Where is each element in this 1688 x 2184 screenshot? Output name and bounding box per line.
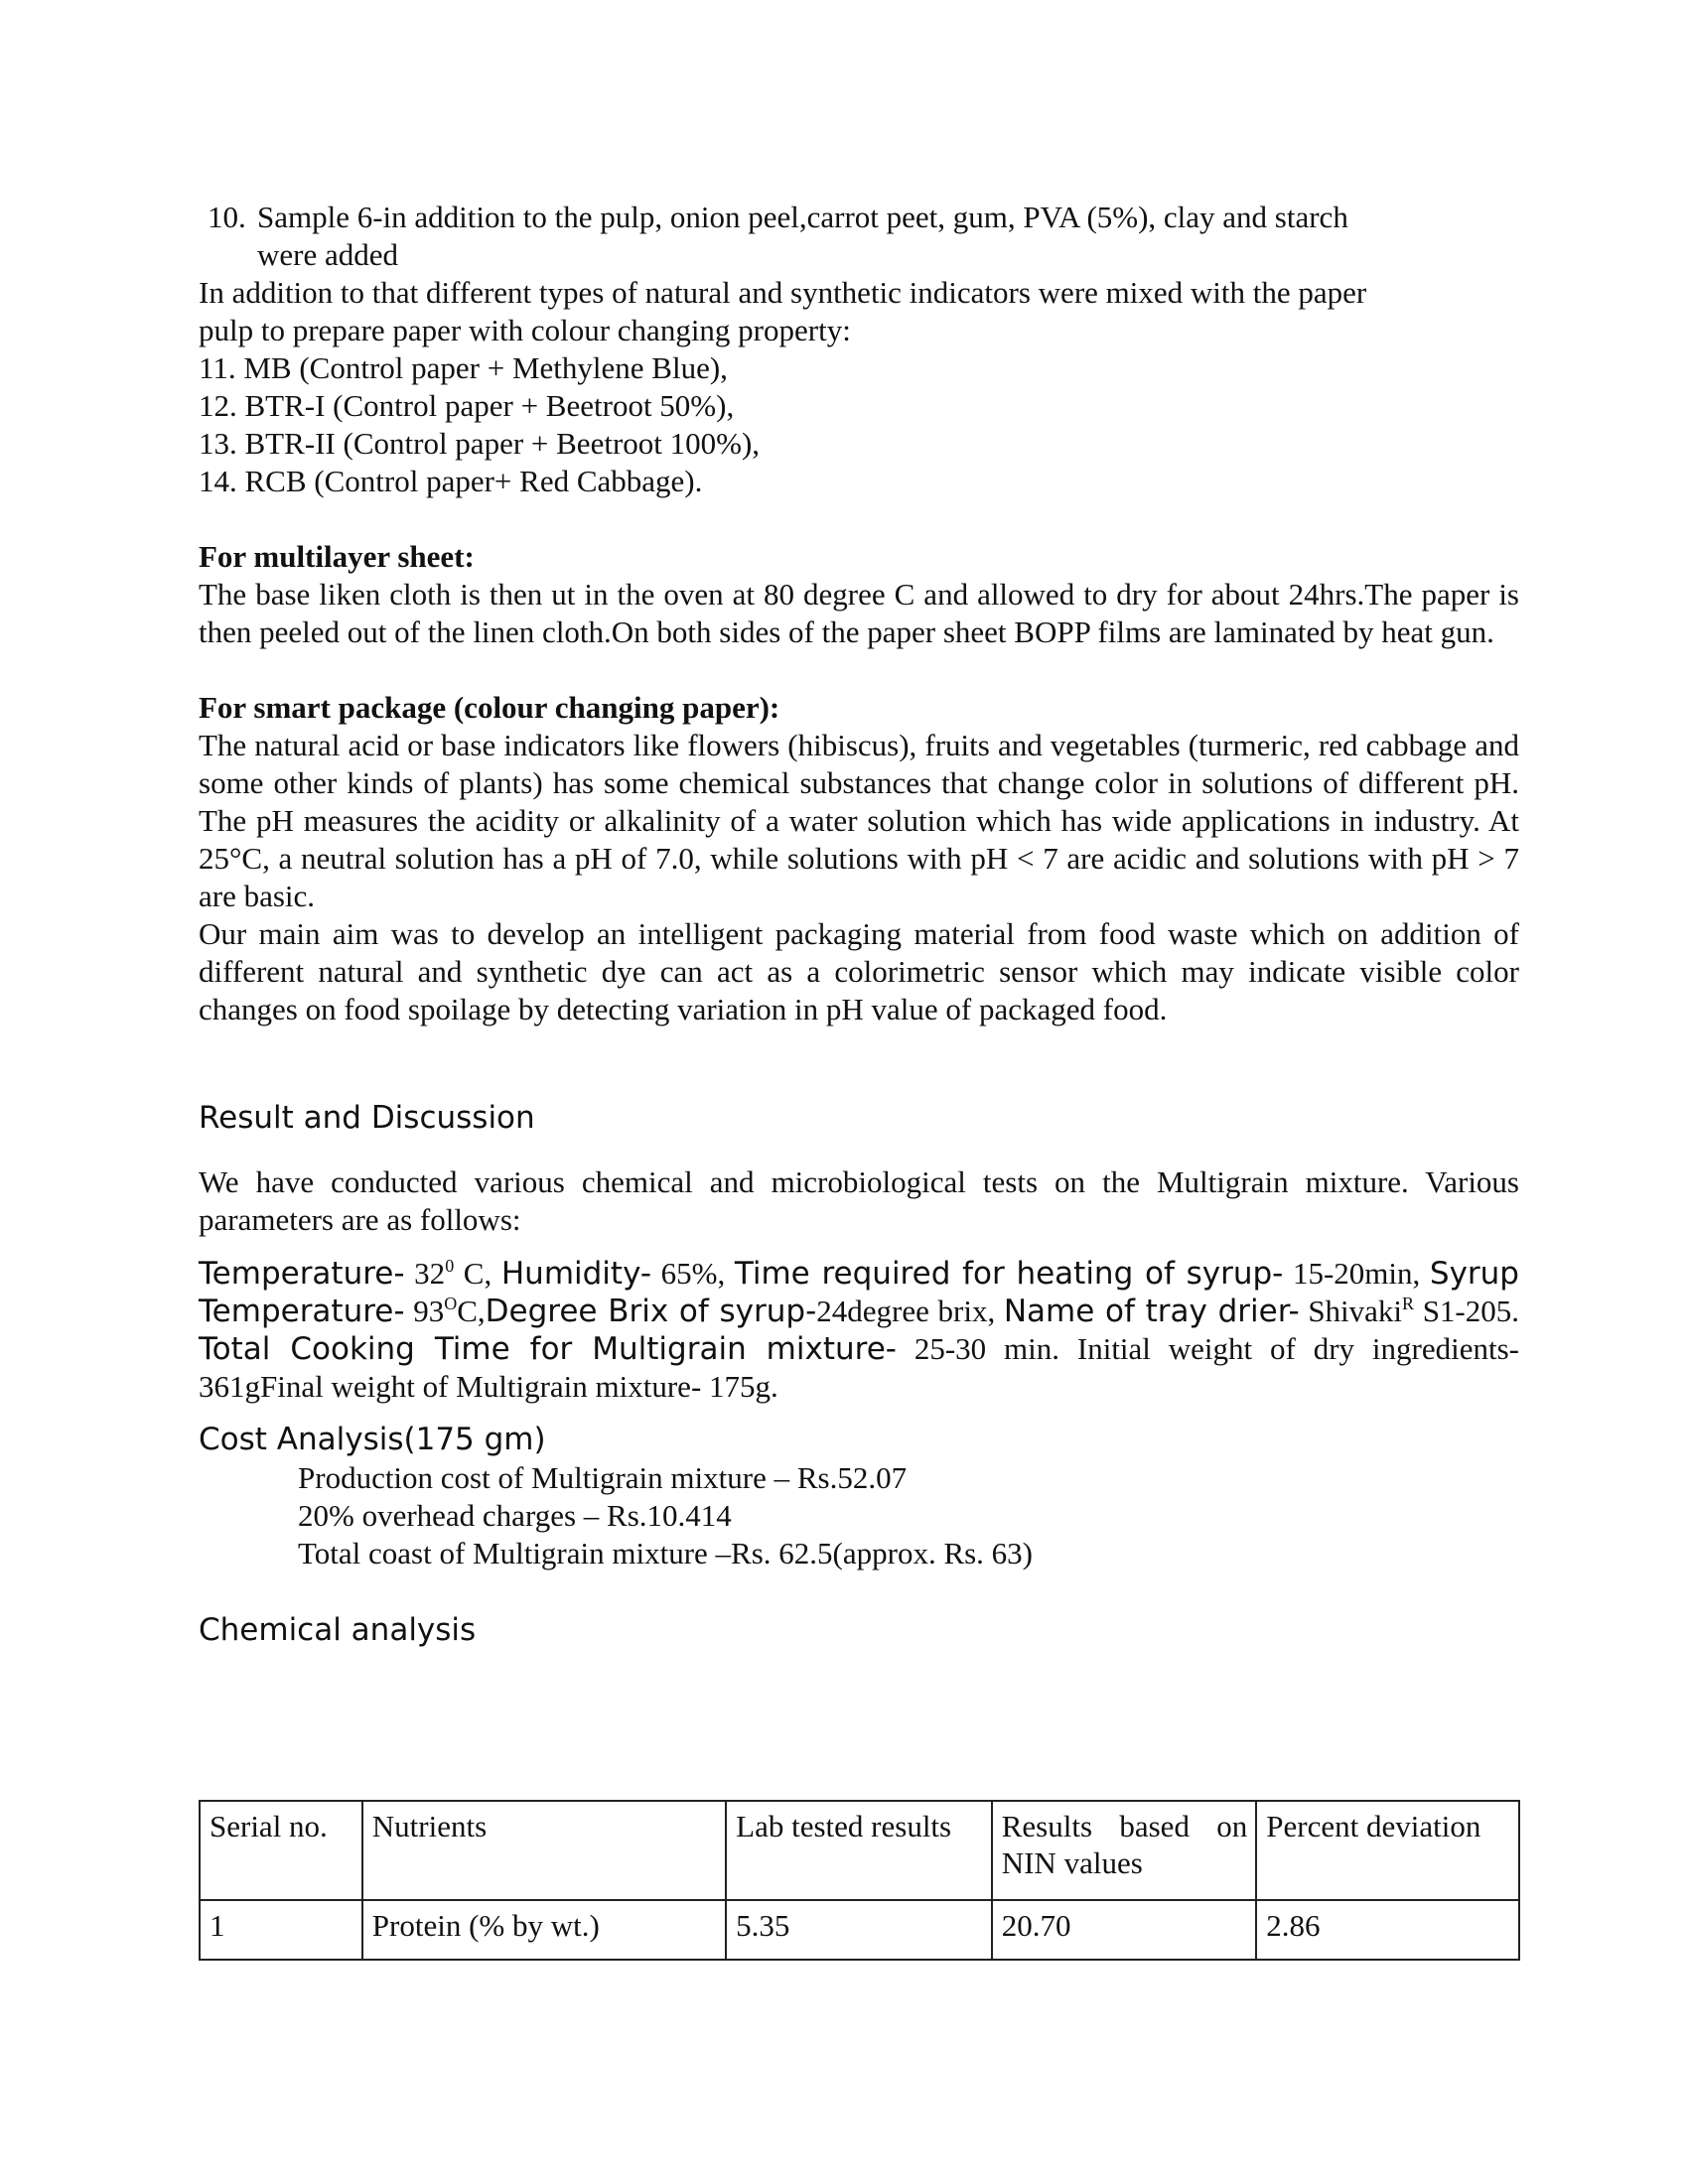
result-discussion-intro: We have conducted various chemical and microbiological tests on the Multigrain mixture. Various parameters are as follows:	[199, 1164, 1519, 1237]
tray-drier-value: Shivaki	[1308, 1294, 1403, 1328]
smart-package-body-1: The natural acid or base indicators like flowers (hibiscus), fruits and vegetables (turmeric, red cabbage and some other kinds of plants) has some chemical substances that change color in solutions of different pH. The pH measures the acidity or alkalinity of a water solution which has wide applications in industry. At 25°C, a neutral solution has a pH of 7.0, while solutions with pH < 7 are acidic and solutions with pH > 7 are basic.	[199, 728, 1519, 913]
spacer	[199, 1406, 1519, 1420]
cell-serial: 1	[200, 1900, 362, 1960]
tray-drier-model: S1-205.	[1414, 1294, 1520, 1328]
multilayer-body: The base liken cloth is then ut in the oven at 80 degree C and allowed to dry for about 24hrs.The paper is then peeled out of the linen cloth.On both sides of the paper sheet BOPP films are laminated by heat gun.	[199, 577, 1519, 649]
humidity-value: 65%,	[651, 1256, 735, 1291]
syrup-temperature-value: 93	[404, 1294, 445, 1328]
list-number: 10.	[208, 200, 246, 234]
cooking-time-value: 25-30 min. Initial weight of dry ingredients-361gFinal weight of Multigrain mixture- 175g.	[199, 1331, 1519, 1404]
brix-value: 24degree brix,	[816, 1294, 1004, 1328]
list-item-text: Sample 6-in addition to the pulp, onion peel,carrot peet, gum, PVA (5%), clay and starch	[257, 200, 1348, 234]
chemical-analysis-table	[199, 1800, 1520, 1961]
cell-lab-result: 5.35	[726, 1900, 992, 1960]
indicator-item-13: 13. BTR-II (Control paper + Beetroot 100%),	[199, 426, 761, 461]
spacer	[199, 651, 1519, 689]
spacer	[199, 1572, 1519, 1610]
document-page	[199, 199, 1519, 1650]
cell-nutrient: Protein (% by wt.)	[362, 1900, 726, 1960]
cooking-time-label: Total Cooking Time for Multigrain mixture-	[199, 1331, 897, 1367]
cost-analysis-heading: Cost Analysis(175 gm)	[199, 1422, 546, 1457]
header-percent-deviation: Percent deviation	[1256, 1801, 1519, 1900]
syrup-temperature-label: Syrup Temperature-	[199, 1256, 1519, 1329]
brix-label: Degree Brix of syrup-	[485, 1294, 817, 1329]
multilayer-heading: For multilayer sheet:	[199, 539, 475, 574]
parameters-paragraph	[199, 1255, 1519, 1406]
tray-drier-sup: R	[1402, 1294, 1415, 1313]
indicator-item-11: 11. MB (Control paper + Methylene Blue),	[199, 350, 728, 385]
indicator-item-12: 12. BTR-I (Control paper + Beetroot 50%),	[199, 388, 735, 423]
spacer	[199, 500, 1519, 538]
intro-line-2: pulp to prepare paper with colour changing property:	[199, 313, 851, 347]
temperature-label: Temperature-	[199, 1256, 405, 1292]
smart-package-body-2: Our main aim was to develop an intelligent packaging material from food waste which on addition of different natural and synthetic dye can act as a colorimetric sensor which may indicate visible color changes on food spoilage by detecting variation in pH value of packaged food.	[199, 916, 1519, 1026]
cost-item: Production cost of Multigrain mixture – Rs.52.07	[298, 1460, 908, 1495]
cell-percent-deviation: 2.86	[1256, 1900, 1519, 1960]
syrup-temperature-unit: C,	[457, 1294, 486, 1328]
chemical-analysis-heading: Chemical analysis	[199, 1612, 477, 1648]
temperature-unit: C,	[454, 1256, 501, 1291]
spacer	[199, 1028, 1519, 1098]
spacer	[199, 1138, 1519, 1163]
cost-item: Total coast of Multigrain mixture –Rs. 62.5(approx. Rs. 63)	[298, 1536, 1034, 1570]
spacer	[199, 1239, 1519, 1255]
header-lab-tested: Lab tested results	[726, 1801, 992, 1900]
syrup-temperature-sup: O	[444, 1294, 458, 1313]
smart-package-heading: For smart package (colour changing paper):	[199, 690, 780, 725]
header-serial-no: Serial no.	[200, 1801, 362, 1900]
header-nutrients: Nutrients	[362, 1801, 726, 1900]
table-header-row	[200, 1801, 1519, 1900]
cost-item: 20% overhead charges – Rs.10.414	[298, 1498, 732, 1533]
indicator-item-14: 14. RCB (Control paper+ Red Cabbage).	[199, 464, 703, 498]
heating-time-value: 15-20min,	[1283, 1256, 1421, 1291]
result-discussion-heading: Result and Discussion	[199, 1100, 535, 1136]
heating-time-label: Time required for heating of syrup-	[734, 1256, 1284, 1292]
list-item-continuation: were added	[257, 237, 398, 272]
tray-drier-label: Name of tray drier-	[1003, 1294, 1300, 1329]
header-nin-values: Results based on NIN values	[992, 1801, 1257, 1900]
temperature-sup: 0	[445, 1256, 455, 1276]
cell-nin-result: 20.70	[992, 1900, 1257, 1960]
humidity-label: Humidity-	[500, 1256, 652, 1292]
list-item-10	[206, 199, 1519, 274]
intro-line-1: In addition to that different types of natural and synthetic indicators were mixed with the paper	[199, 275, 1367, 310]
temperature-value: 32	[404, 1256, 446, 1291]
table-row	[200, 1900, 1519, 1960]
